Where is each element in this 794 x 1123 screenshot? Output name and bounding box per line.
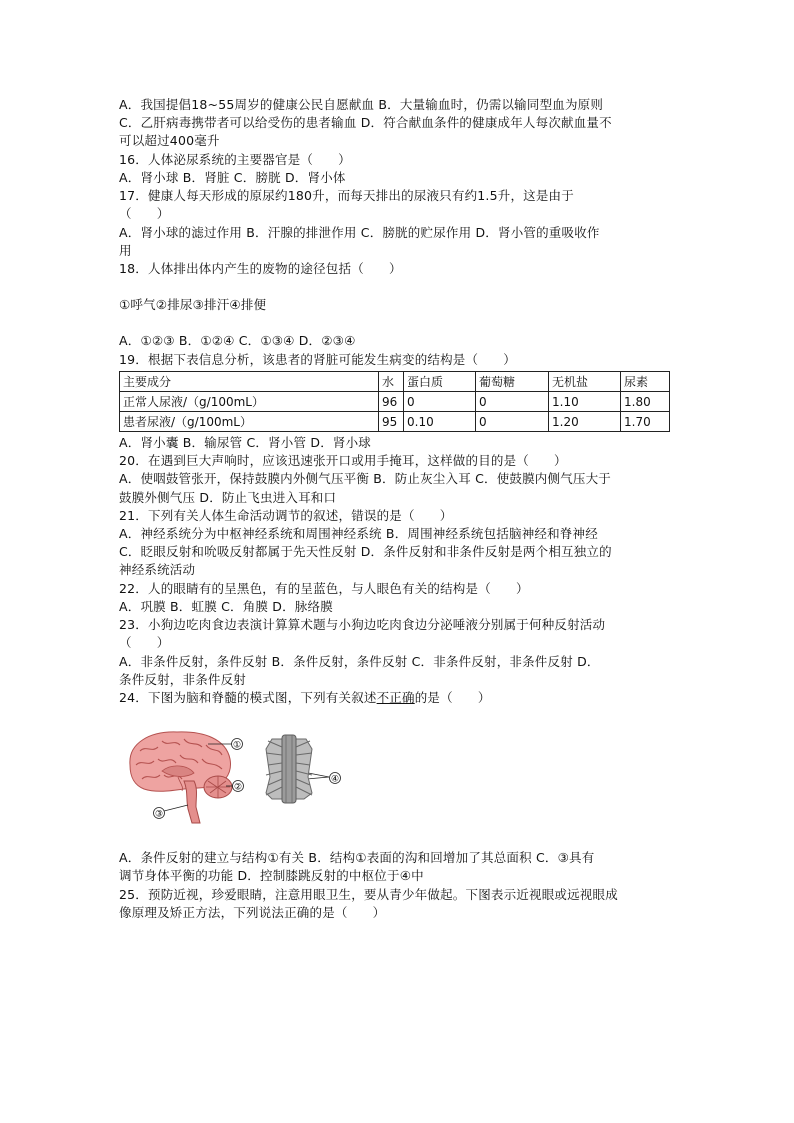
label-2: ② bbox=[233, 782, 243, 793]
q17-question-bracket: （ ） bbox=[119, 206, 170, 221]
label-1: ① bbox=[232, 740, 242, 751]
q23-options-line-1: A．非条件反射，条件反射 B．条件反射，条件反射 C．非条件反射，非条件反射 D． bbox=[119, 654, 600, 669]
q15-options-line-1: A．我国提倡18~55周岁的健康公民自愿献血 B．大量输血时，仍需以输同型血为原则 bbox=[119, 97, 604, 112]
table-cell: 96 bbox=[379, 392, 404, 412]
table-header-cell: 尿素 bbox=[621, 372, 670, 392]
q21-options-line-1: A．神经系统分为中枢神经系统和周围神经系统 B．周围神经系统包括脑神经和脊神经 bbox=[119, 526, 598, 541]
q24-question-text: 24．下图为脑和脊髓的模式图，下列有关叙述 bbox=[119, 690, 377, 705]
table-cell: 95 bbox=[379, 412, 404, 432]
table-header-cell: 蛋白质 bbox=[404, 372, 476, 392]
table-cell: 1.10 bbox=[549, 392, 621, 412]
table-cell: 0 bbox=[404, 392, 476, 412]
brain-spinal-cord-figure bbox=[122, 725, 352, 825]
q18-options: A．①②③ B．①②④ C．①③④ D．②③④ bbox=[119, 333, 356, 348]
q21-options-line-2: C．眨眼反射和吮吸反射都属于先天性反射 D．条件反射和非条件反射是两个相互独立的 bbox=[119, 544, 612, 559]
table-cell: 1.20 bbox=[549, 412, 621, 432]
table-cell: 0.10 bbox=[404, 412, 476, 432]
q18-question: 18．人体排出体内产生的废物的途径包括（ ） bbox=[119, 261, 402, 276]
q20-options-line-2: 鼓膜外侧气压 D．防止飞虫进入耳和口 bbox=[119, 490, 337, 505]
table-header-cell: 葡萄糖 bbox=[476, 372, 549, 392]
q25-question-line-2: 像原理及矫正方法，下列说法正确的是（ ） bbox=[119, 905, 386, 920]
table-cell: 患者尿液/（g/100mL） bbox=[120, 412, 379, 432]
q17-options-line-1: A．肾小球的滤过作用 B．汗腺的排泄作用 C．膀胱的贮尿作用 D．肾小管的重吸收作 bbox=[119, 225, 600, 240]
q23-question: 23．小狗边吃肉食边表演计算算术题与小狗边吃肉食边分泌唾液分别属于何种反射活动 bbox=[119, 617, 606, 632]
label-4: ④ bbox=[330, 774, 340, 785]
table-cell: 0 bbox=[476, 412, 549, 432]
q18-items: ①呼气②排尿③排汗④排便 bbox=[119, 297, 267, 312]
q16-options: A．肾小球 B．肾脏 C．膀胱 D．肾小体 bbox=[119, 170, 346, 185]
q22-question: 22．人的眼睛有的呈黑色，有的呈蓝色，与人眼色有关的结构是（ ） bbox=[119, 581, 529, 596]
table-header-cell: 无机盐 bbox=[549, 372, 621, 392]
q19-question: 19．根据下表信息分析，该患者的肾脏可能发生病变的结构是（ ） bbox=[119, 352, 516, 367]
q25-question-line-1: 25．预防近视，珍爱眼睛，注意用眼卫生，要从青少年做起。下图表示近视眼或远视眼成 bbox=[119, 887, 618, 902]
q24-question bbox=[119, 690, 679, 706]
table-row bbox=[120, 392, 670, 412]
q24-options-line-2: 调节身体平衡的功能 D．控制膝跳反射的中枢位于④中 bbox=[119, 868, 424, 883]
q21-options-line-3: 神经系统活动 bbox=[119, 562, 196, 577]
q20-options-line-1: A．使咽鼓管张开，保持鼓膜内外侧气压平衡 B．防止灰尘入耳 C．使鼓膜内侧气压大于 bbox=[119, 471, 612, 486]
table-header-row bbox=[120, 372, 670, 392]
q16-question: 16．人体泌尿系统的主要器官是（ ） bbox=[119, 152, 351, 167]
q23-question-bracket: （ ） bbox=[119, 635, 170, 650]
q20-question: 20．在遇到巨大声响时，应该迅速张开口或用手掩耳，这样做的目的是（ ） bbox=[119, 453, 567, 468]
q15-options-line-3: 可以超过400毫升 bbox=[119, 133, 220, 148]
q17-question: 17．健康人每天形成的原尿约180升，而每天排出的尿液只有约1.5升，这是由于 bbox=[119, 188, 574, 203]
q23-options-line-2: 条件反射，非条件反射 bbox=[119, 672, 247, 687]
table-row bbox=[120, 412, 670, 432]
table-cell: 1.70 bbox=[621, 412, 670, 432]
table-header-cell: 主要成分 bbox=[120, 372, 379, 392]
table-cell: 正常人尿液/（g/100mL） bbox=[120, 392, 379, 412]
spinal-cord-illustration bbox=[266, 735, 312, 803]
q24-underlined-text: 不正确 bbox=[376, 690, 415, 705]
q24-options-line-1: A．条件反射的建立与结构①有关 B．结构①表面的沟和回增加了其总面积 C．③具有 bbox=[119, 850, 595, 865]
q17-options-line-2: 用 bbox=[119, 243, 132, 258]
label-3: ③ bbox=[154, 809, 164, 820]
urine-data-table bbox=[119, 371, 670, 432]
q22-options: A．巩膜 B．虹膜 C．角膜 D．脉络膜 bbox=[119, 599, 333, 614]
table-cell: 0 bbox=[476, 392, 549, 412]
table-header-cell: 水 bbox=[379, 372, 404, 392]
q15-options-line-2: C．乙肝病毒携带者可以给受伤的患者输血 D．符合献血条件的健康成年人每次献血量不 bbox=[119, 115, 612, 130]
q24-question-tail: 的是（ ） bbox=[414, 690, 491, 705]
q21-question: 21．下列有关人体生命活动调节的叙述，错误的是（ ） bbox=[119, 508, 453, 523]
table-cell: 1.80 bbox=[621, 392, 670, 412]
q19-options: A．肾小囊 B．输尿管 C．肾小管 D．肾小球 bbox=[119, 435, 372, 450]
brain-illustration bbox=[130, 732, 232, 823]
